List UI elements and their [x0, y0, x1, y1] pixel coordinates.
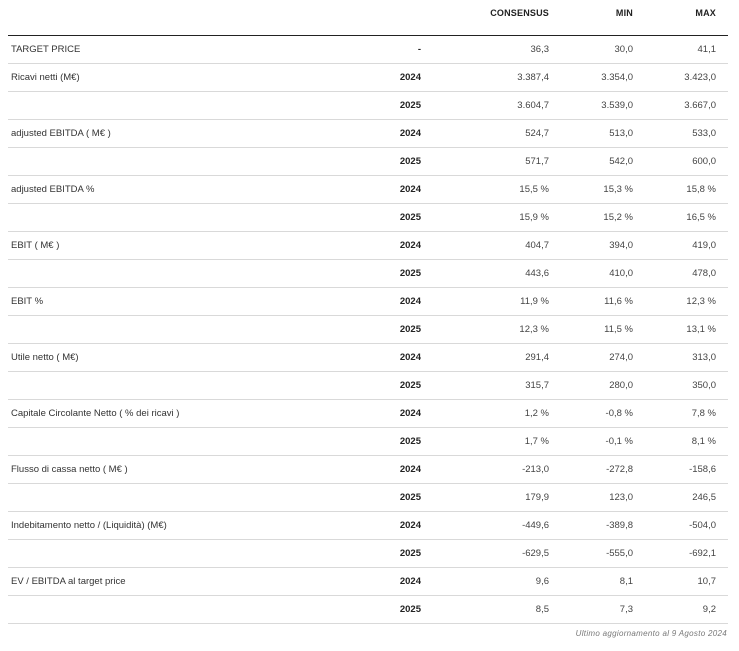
cell-consensus: 291,4 — [525, 352, 549, 363]
cell-consensus: 11,9 % — [520, 296, 549, 307]
table-body — [8, 36, 728, 624]
cell-min: 15,2 % — [603, 212, 633, 223]
cell-max: -692,1 — [689, 548, 716, 559]
row-year: 2025 — [399, 212, 421, 223]
cell-consensus: -449,6 — [522, 520, 549, 531]
row-year: 2024 — [399, 352, 421, 363]
cell-max: 533,0 — [692, 128, 716, 139]
cell-max: 16,5 % — [686, 212, 716, 223]
table-row — [8, 148, 728, 176]
cell-min: 513,0 — [609, 128, 633, 139]
cell-min: 3.354,0 — [601, 72, 633, 83]
cell-max: 10,7 — [697, 576, 716, 587]
table-header — [8, 0, 728, 36]
cell-consensus: 15,9 % — [519, 212, 549, 223]
table-row — [8, 92, 728, 120]
cell-min: -555,0 — [606, 548, 633, 559]
cell-max: -158,6 — [689, 464, 716, 475]
cell-min: -0,1 % — [605, 436, 633, 447]
cell-max: 7,8 % — [691, 408, 716, 419]
last-updated-note: Ultimo aggiornamento al 9 Agosto 2024 — [575, 629, 727, 638]
row-year: 2024 — [399, 520, 421, 531]
cell-min: 394,0 — [609, 240, 633, 251]
table-row — [8, 288, 728, 316]
row-label: Ricavi netti (M€) — [11, 72, 80, 83]
cell-min: 11,6 % — [604, 296, 633, 307]
cell-consensus: 315,7 — [525, 380, 549, 391]
cell-max: 419,0 — [692, 240, 716, 251]
cell-max: -504,0 — [689, 520, 716, 531]
row-label: EBIT % — [11, 296, 44, 307]
cell-min: 274,0 — [609, 352, 633, 363]
table-row — [8, 596, 728, 624]
row-label: Capitale Circolante Netto ( % dei ricavi ) — [11, 408, 180, 419]
cell-min: 8,1 — [619, 576, 633, 587]
cell-consensus: 443,6 — [525, 268, 549, 279]
row-year: 2025 — [399, 268, 421, 279]
row-year: 2024 — [399, 72, 421, 83]
table-row — [8, 372, 728, 400]
table-row — [8, 400, 728, 428]
cell-max: 3.423,0 — [684, 72, 716, 83]
row-year: 2024 — [399, 296, 421, 307]
cell-consensus: 8,5 — [535, 604, 549, 615]
row-year: 2024 — [399, 408, 421, 419]
row-year: 2024 — [399, 128, 421, 139]
table-row — [8, 316, 728, 344]
row-year: 2024 — [399, 464, 421, 475]
row-year: 2025 — [399, 548, 421, 559]
row-label: EV / EBITDA al target price — [11, 576, 126, 587]
table-row — [8, 260, 728, 288]
row-label: Flusso di cassa netto ( M€ ) — [11, 464, 128, 475]
cell-max: 12,3 % — [686, 296, 716, 307]
cell-min: 280,0 — [609, 380, 633, 391]
header-min: MIN — [615, 8, 633, 18]
cell-min: 3.539,0 — [601, 100, 633, 111]
cell-min: 15,3 % — [603, 184, 633, 195]
table-row — [8, 344, 728, 372]
table-row — [8, 120, 728, 148]
consensus-table — [8, 0, 728, 624]
row-year: 2025 — [399, 156, 421, 167]
row-year: - — [417, 44, 421, 55]
cell-max: 478,0 — [692, 268, 716, 279]
cell-max: 41,1 — [697, 44, 716, 55]
cell-consensus: 179,9 — [525, 492, 549, 503]
cell-consensus: 1,7 % — [524, 436, 549, 447]
row-year: 2025 — [399, 324, 421, 335]
cell-consensus: 3.604,7 — [517, 100, 549, 111]
header-consensus: CONSENSUS — [490, 8, 549, 18]
row-year: 2025 — [399, 380, 421, 391]
table-row — [8, 204, 728, 232]
cell-min: 11,5 % — [604, 324, 633, 335]
row-label: Indebitamento netto / (Liquidità) (M€) — [11, 520, 167, 531]
row-year: 2024 — [399, 184, 421, 195]
cell-consensus: 1,2 % — [524, 408, 549, 419]
table-row — [8, 540, 728, 568]
row-year: 2025 — [399, 436, 421, 447]
header-max: MAX — [695, 8, 716, 18]
cell-consensus: 15,5 % — [519, 184, 549, 195]
row-label: EBIT ( M€ ) — [11, 240, 60, 251]
table-row — [8, 512, 728, 540]
cell-max: 246,5 — [692, 492, 716, 503]
cell-min: 123,0 — [609, 492, 633, 503]
cell-max: 13,1 % — [686, 324, 716, 335]
cell-min: 542,0 — [609, 156, 633, 167]
row-year: 2024 — [399, 240, 421, 251]
cell-consensus: 12,3 % — [519, 324, 549, 335]
row-year: 2025 — [399, 492, 421, 503]
cell-max: 8,1 % — [691, 436, 716, 447]
cell-max: 350,0 — [692, 380, 716, 391]
cell-consensus: 9,6 — [535, 576, 549, 587]
row-label: Utile netto ( M€) — [11, 352, 79, 363]
row-label: TARGET PRICE — [11, 44, 81, 55]
table-row — [8, 176, 728, 204]
cell-consensus: -629,5 — [522, 548, 549, 559]
cell-consensus: 3.387,4 — [517, 72, 549, 83]
cell-max: 9,2 — [702, 604, 716, 615]
table-row — [8, 232, 728, 260]
row-year: 2025 — [399, 100, 421, 111]
cell-min: 30,0 — [614, 44, 633, 55]
cell-max: 15,8 % — [686, 184, 716, 195]
row-year: 2024 — [399, 576, 421, 587]
row-label: adjusted EBITDA % — [11, 184, 95, 195]
cell-max: 3.667,0 — [684, 100, 716, 111]
cell-consensus: -213,0 — [522, 464, 549, 475]
table-row — [8, 36, 728, 64]
table-row — [8, 428, 728, 456]
cell-min: -272,8 — [606, 464, 633, 475]
cell-min: 410,0 — [609, 268, 633, 279]
table-row — [8, 568, 728, 596]
table-row — [8, 64, 728, 92]
cell-consensus: 404,7 — [525, 240, 549, 251]
cell-consensus: 571,7 — [525, 156, 549, 167]
cell-min: -0,8 % — [605, 408, 633, 419]
cell-consensus: 524,7 — [525, 128, 549, 139]
row-label: adjusted EBITDA ( M€ ) — [11, 128, 111, 139]
cell-min: -389,8 — [606, 520, 633, 531]
row-year: 2025 — [399, 604, 421, 615]
cell-consensus: 36,3 — [530, 44, 549, 55]
table-row — [8, 456, 728, 484]
cell-max: 600,0 — [692, 156, 716, 167]
cell-max: 313,0 — [692, 352, 716, 363]
table-row — [8, 484, 728, 512]
cell-min: 7,3 — [619, 604, 633, 615]
